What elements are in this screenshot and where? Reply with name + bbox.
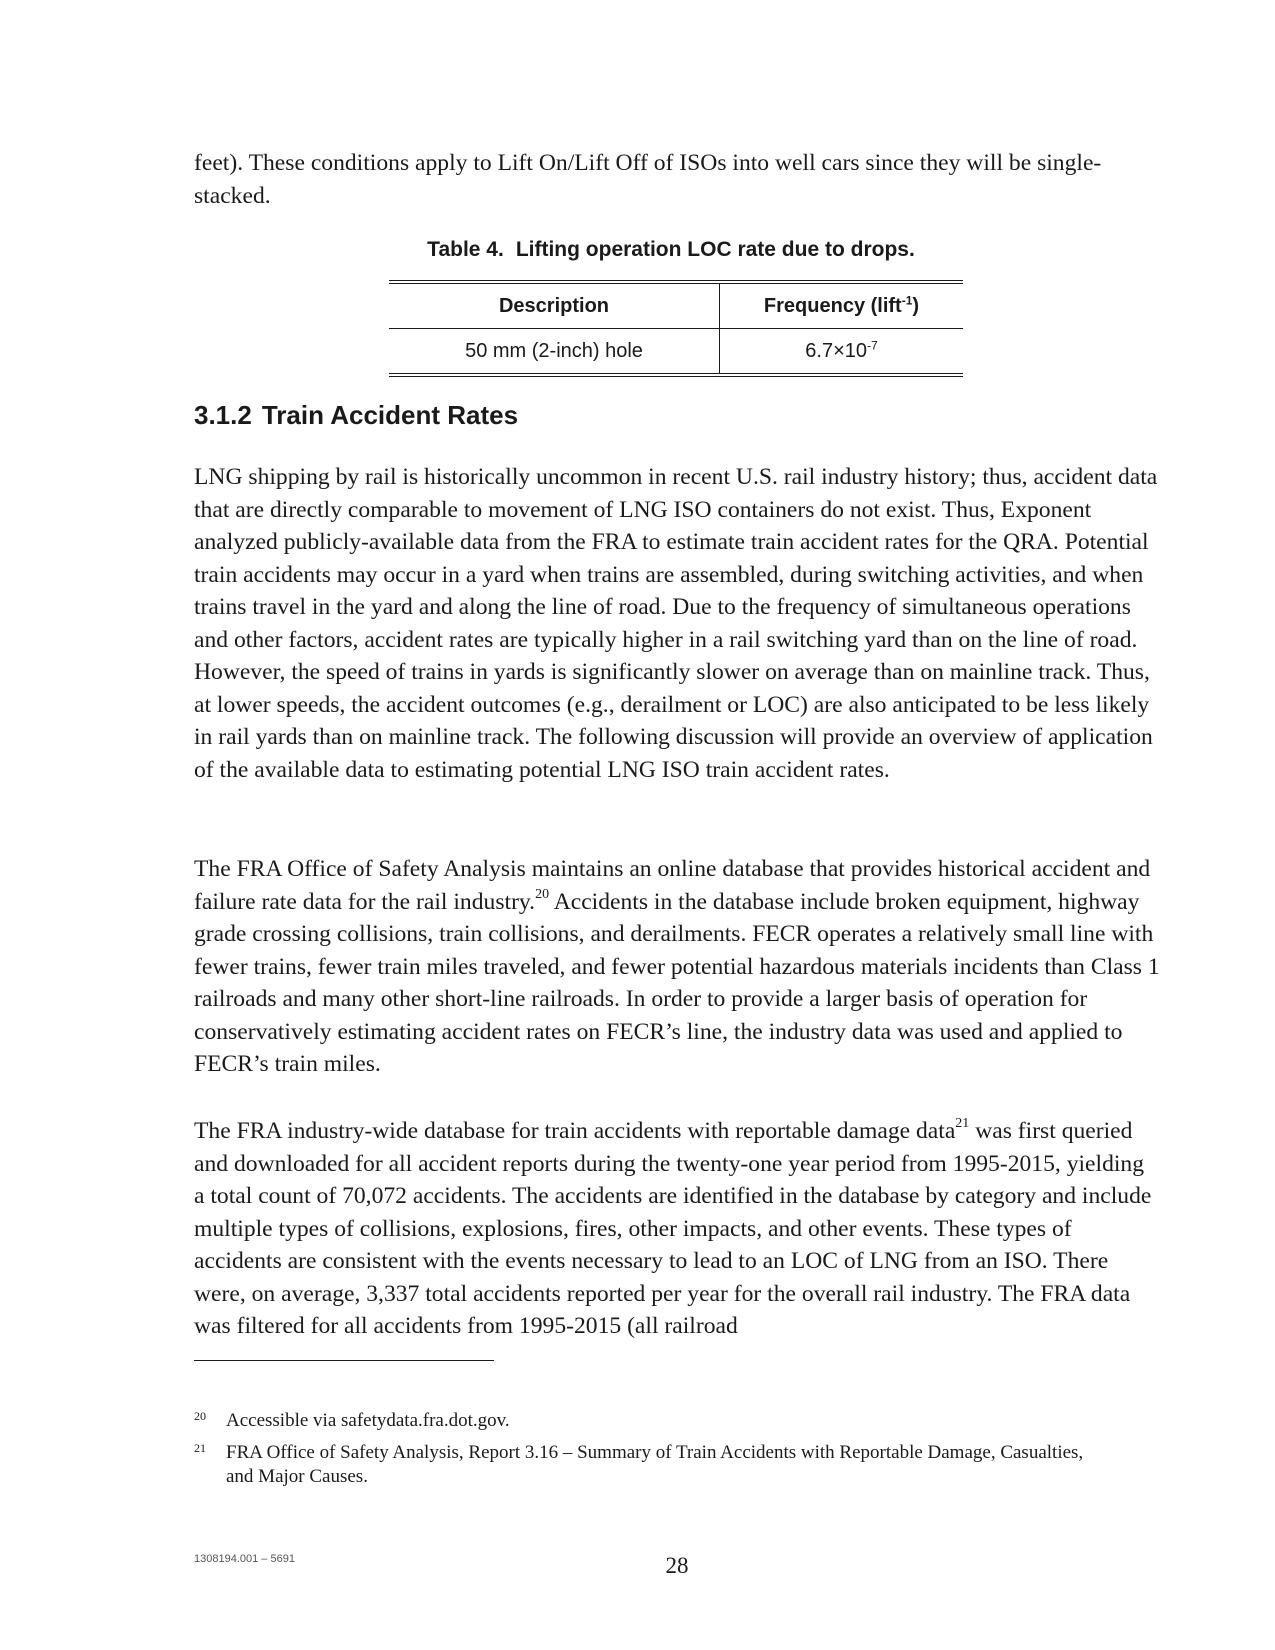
header-frequency-label: Frequency (lift: [763, 294, 902, 317]
footnote-number: 20: [194, 1409, 206, 1423]
table-caption: [0, 238, 1275, 262]
footnote-ref-20[interactable]: 20: [535, 886, 550, 902]
paragraph-3-text-a: The FRA industry-wide database for train accidents with reportable damage data: [194, 1118, 956, 1144]
header-description: Description: [389, 282, 720, 329]
cell-description: 50 mm (2-inch) hole: [389, 329, 720, 376]
paragraph-3: [194, 1115, 1160, 1343]
lifting-loc-table: [389, 280, 963, 377]
footnote-text: Accessible via safetydata.fra.dot.gov.: [226, 1410, 510, 1431]
footnote-20: [194, 1409, 1094, 1433]
header-frequency: [720, 282, 964, 329]
table-caption-label: Table 4.: [427, 238, 504, 261]
document-id: 1308194.001 – 5691: [194, 1553, 295, 1565]
paragraph-3-text-b: was first queried and downloaded for all accident reports during the twenty-one year period from 1995-2015, yielding a total count of 70,072 accidents. The accidents are identified in the database by category and include multiple types of collisions, explosions, fires, other impacts, and other events. These types of accidents are consistent with the events necessary to lead to an LOC of LNG from an ISO. There were, on average, 3,337 total accidents reported per year for the overall rail industry. The FRA data was filtered for all accidents from 1995-2015 (all railroad: [194, 1118, 1152, 1339]
section-number: 3.1.2: [194, 400, 252, 430]
cell-frequency-base: 6.7×10: [805, 339, 868, 362]
footnote-divider: [194, 1360, 494, 1361]
paragraph-1: LNG shipping by rail is historically uncommon in recent U.S. rail industry history; thus, accident data that are directly comparable to movement of LNG ISO containers do not exist. Thus, Exponent analyzed publicly-available data from the FRA to estimate train accident rates for the QRA. Potential train accidents may occur in a yard when trains are assembled, during switching activities, and when trains travel in the yard and along the line of road. Due to the frequency of simultaneous operations and other factors, accident rates are typically higher in a rail switching yard than on the line of road. However, the speed of trains in yards is significantly slower on average than on mainline track. Thus, at lower speeds, the accident outcomes (e.g., derailment or LOC) are also anticipated to be less likely in rail yards than on mainline track. The following discussion will provide an overview of application of the available data to estimating potential LNG ISO train accident rates.: [194, 464, 1158, 783]
table-header-row: [389, 282, 963, 329]
table-caption-text: Lifting operation LOC rate due to drops.: [515, 238, 915, 261]
intro-paragraph: feet). These conditions apply to Lift On/Lift Off of ISOs into well cars since they will be single-stacked.: [194, 150, 1102, 209]
paragraph-2-text-b: Accidents in the database include broken equipment, highway grade crossing collisions, train collisions, and derailments. FECR operates a relatively small line with fewer trains, fewer train miles traveled, and fewer potential hazardous materials incidents than Class 1 railroads and many other short-line railroads. In order to provide a larger basis of operation for conservatively estimating accident rates on FECR’s line, the industry data was used and applied to FECR’s train miles.: [194, 888, 1160, 1077]
footnote-text: FRA Office of Safety Analysis, Report 3.16 – Summary of Train Accidents with Reportable Damage, Casualties, and Major Causes.: [226, 1442, 1084, 1487]
footnote-21: [194, 1441, 1094, 1489]
table-row: [389, 329, 963, 376]
footnote-ref-21[interactable]: 21: [955, 1116, 970, 1132]
cell-frequency: [720, 329, 964, 376]
footnote-number: 21: [194, 1441, 206, 1455]
section-title: Train Accident Rates: [261, 400, 519, 430]
header-frequency-exponent: -1: [901, 292, 913, 307]
paragraph-2: [194, 853, 1160, 1081]
page-number: 28: [665, 1553, 689, 1578]
cell-frequency-exponent: -7: [867, 337, 878, 352]
header-frequency-close: ): [912, 294, 920, 317]
paragraph-2-text-a: The FRA Office of Safety Analysis maintains an online database that provides historical accident and failure rate data for the rail industry.: [194, 856, 1151, 915]
section-heading: [194, 400, 518, 431]
